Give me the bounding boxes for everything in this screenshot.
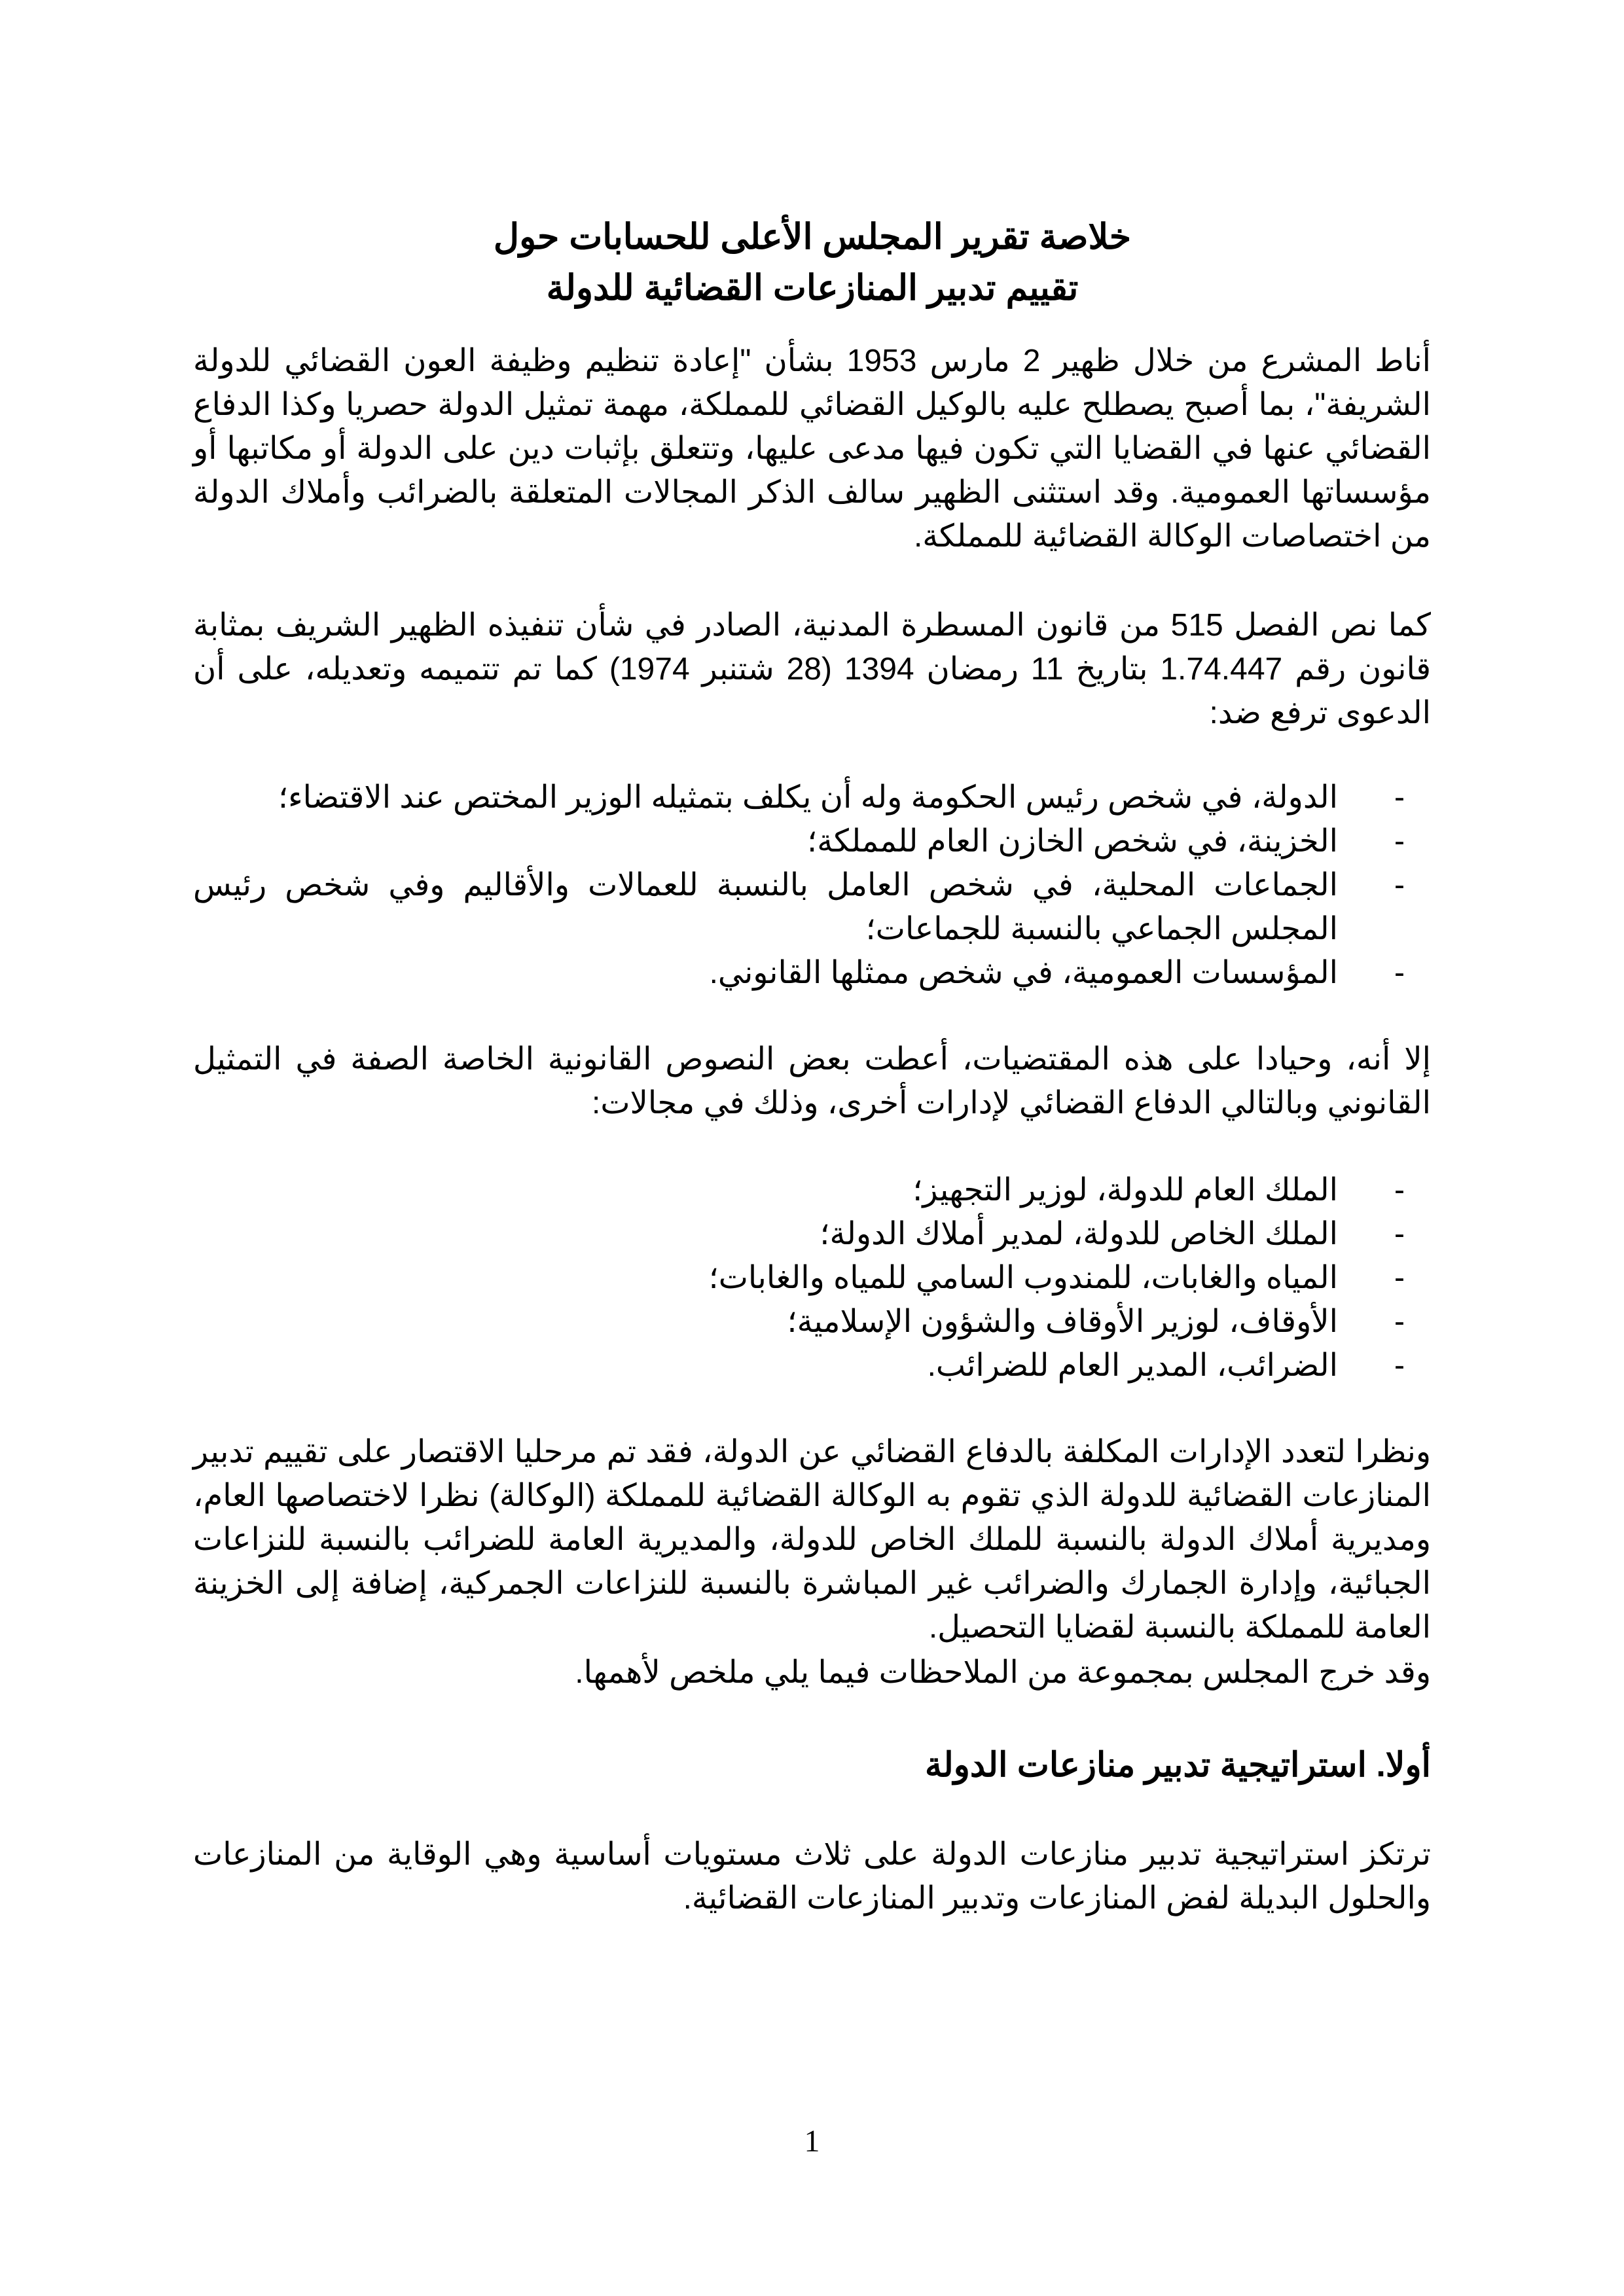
list-item-text: الجماعات المحلية، في شخص العامل بالنسبة للعمالات والأقاليم وفي شخص رئيس المجلس الجماعي بالنسبة للجماعات؛ [193,868,1338,946]
list-item [193,863,1431,951]
paragraph-observations: وقد خرج المجلس بمجموعة من الملاحظات فيما يلي ملخص لأهمها. [575,1655,1431,1690]
page-number: 1 [804,2124,820,2159]
list-item-text: الضرائب، المدير العام للضرائب. [927,1348,1338,1383]
list-item-text: الملك الخاص للدولة، لمدير أملاك الدولة؛ [820,1217,1338,1251]
list-item [193,1300,1431,1344]
paragraph-strategy: ترتكز استراتيجية تدبير منازعات الدولة على ثلاث مستويات أساسية وهي الوقاية من المنازعات والحلول البديلة لفض المنازعات وتدبير المنازعات القضائية. [193,1837,1431,1916]
bullet-dash: - [1394,780,1405,815]
bullet-dash: - [1394,1348,1405,1383]
paragraph-article-515: كما نص الفصل 515 من قانون المسطرة المدنية، الصادر في شأن تنفيذه الظهير الشريف بمثابة قانون رقم 1.74.447 بتاريخ 11 رمضان 1394 (28 شتنبر 1974) كما تم تتميمه وتعديله، على أن الدعوى ترفع ضد: [193,608,1432,730]
list-item [193,1168,1431,1212]
list-item-text: الخزينة، في شخص الخازن العام للمملكة؛ [806,824,1338,859]
bullet-dash: - [1394,1173,1405,1208]
bullet-dash: - [1394,956,1405,990]
list-domains [193,1168,1431,1388]
list-item [193,951,1431,995]
list-item-text: الأوقاف، لوزير الأوقاف والشؤون الإسلامية؛ [787,1304,1338,1339]
list-item-text: المؤسسات العمومية، في شخص ممثلها القانوني. [709,956,1338,990]
section-heading: أولا. استراتيجية تدبير منازعات الدولة [925,1746,1431,1784]
document-title-line-2: تقييم تدبير المنازعات القضائية للدولة [546,268,1079,308]
list-item [193,776,1431,819]
bullet-dash: - [1394,1217,1405,1251]
paragraph-dahir-1953: أناط المشرع من خلال ظهير 2 مارس 1953 بشأن "إعادة تنظيم وظيفة العون القضائي للدولة الشريفة"، بما أصبح يصطلح عليه بالوكيل القضائي للمملكة، مهمة تمثيل الدولة حصريا وكذا الدفاع القضائي عنها في القضايا التي تكون فيها مدعى عليها، وتتعلق بإثبات دين على الدولة أو مكاتبها أو مؤسساتها العمومية. وقد استثنى الظهير سالف الذكر المجالات المتعلقة بالضرائب وأملاك الدولة من اختصاصات الوكالة القضائية للمملكة. [193,344,1432,554]
list-item [193,1344,1431,1388]
bullet-dash: - [1394,824,1405,859]
list-item-text: الدولة، في شخص رئيس الحكومة وله أن يكلف بتمثيله الوزير المختص عند الاقتضاء؛ [278,780,1338,815]
bullet-dash: - [1394,868,1405,903]
paragraph-exceptions: إلا أنه، وحيادا على هذه المقتضيات، أعطت بعض النصوص القانونية الخاصة الصفة في التمثيل القانوني وبالتالي الدفاع القضائي لإدارات أخرى، وذلك في مجالات: [193,1042,1431,1121]
list-item [193,819,1431,863]
bullet-dash: - [1394,1304,1405,1339]
paragraph-scope: ونظرا لتعدد الإدارات المكلفة بالدفاع القضائي عن الدولة، فقد تم مرحليا الاقتصار على تقييم تدبير المنازعات القضائية للدولة الذي تقوم به الوكالة القضائية للمملكة (الوكالة) نظرا لاختصاصها العام، ومديرية أملاك الدولة بالنسبة للملك الخاص للدولة، والمديرية العامة للضرائب بالنسبة للنزاعات الجبائية، وإدارة الجمارك والضرائب غير المباشرة بالنسبة للنزاعات الجمركية، إضافة إلى الخزينة العامة للمملكة بالنسبة لقضايا التحصيل. [193,1435,1432,1645]
bullet-dash: - [1394,1261,1405,1295]
document-title-line-1: خلاصة تقرير المجلس الأعلى للحسابات حول [493,217,1132,257]
list-item [193,1212,1431,1256]
list-item-text: المياه والغابات، للمندوب السامي للمياه والغابات؛ [708,1261,1338,1295]
list-item-text: الملك العام للدولة، لوزير التجهيز؛ [912,1173,1338,1208]
list-defendants [193,776,1431,995]
list-item [193,1256,1431,1300]
